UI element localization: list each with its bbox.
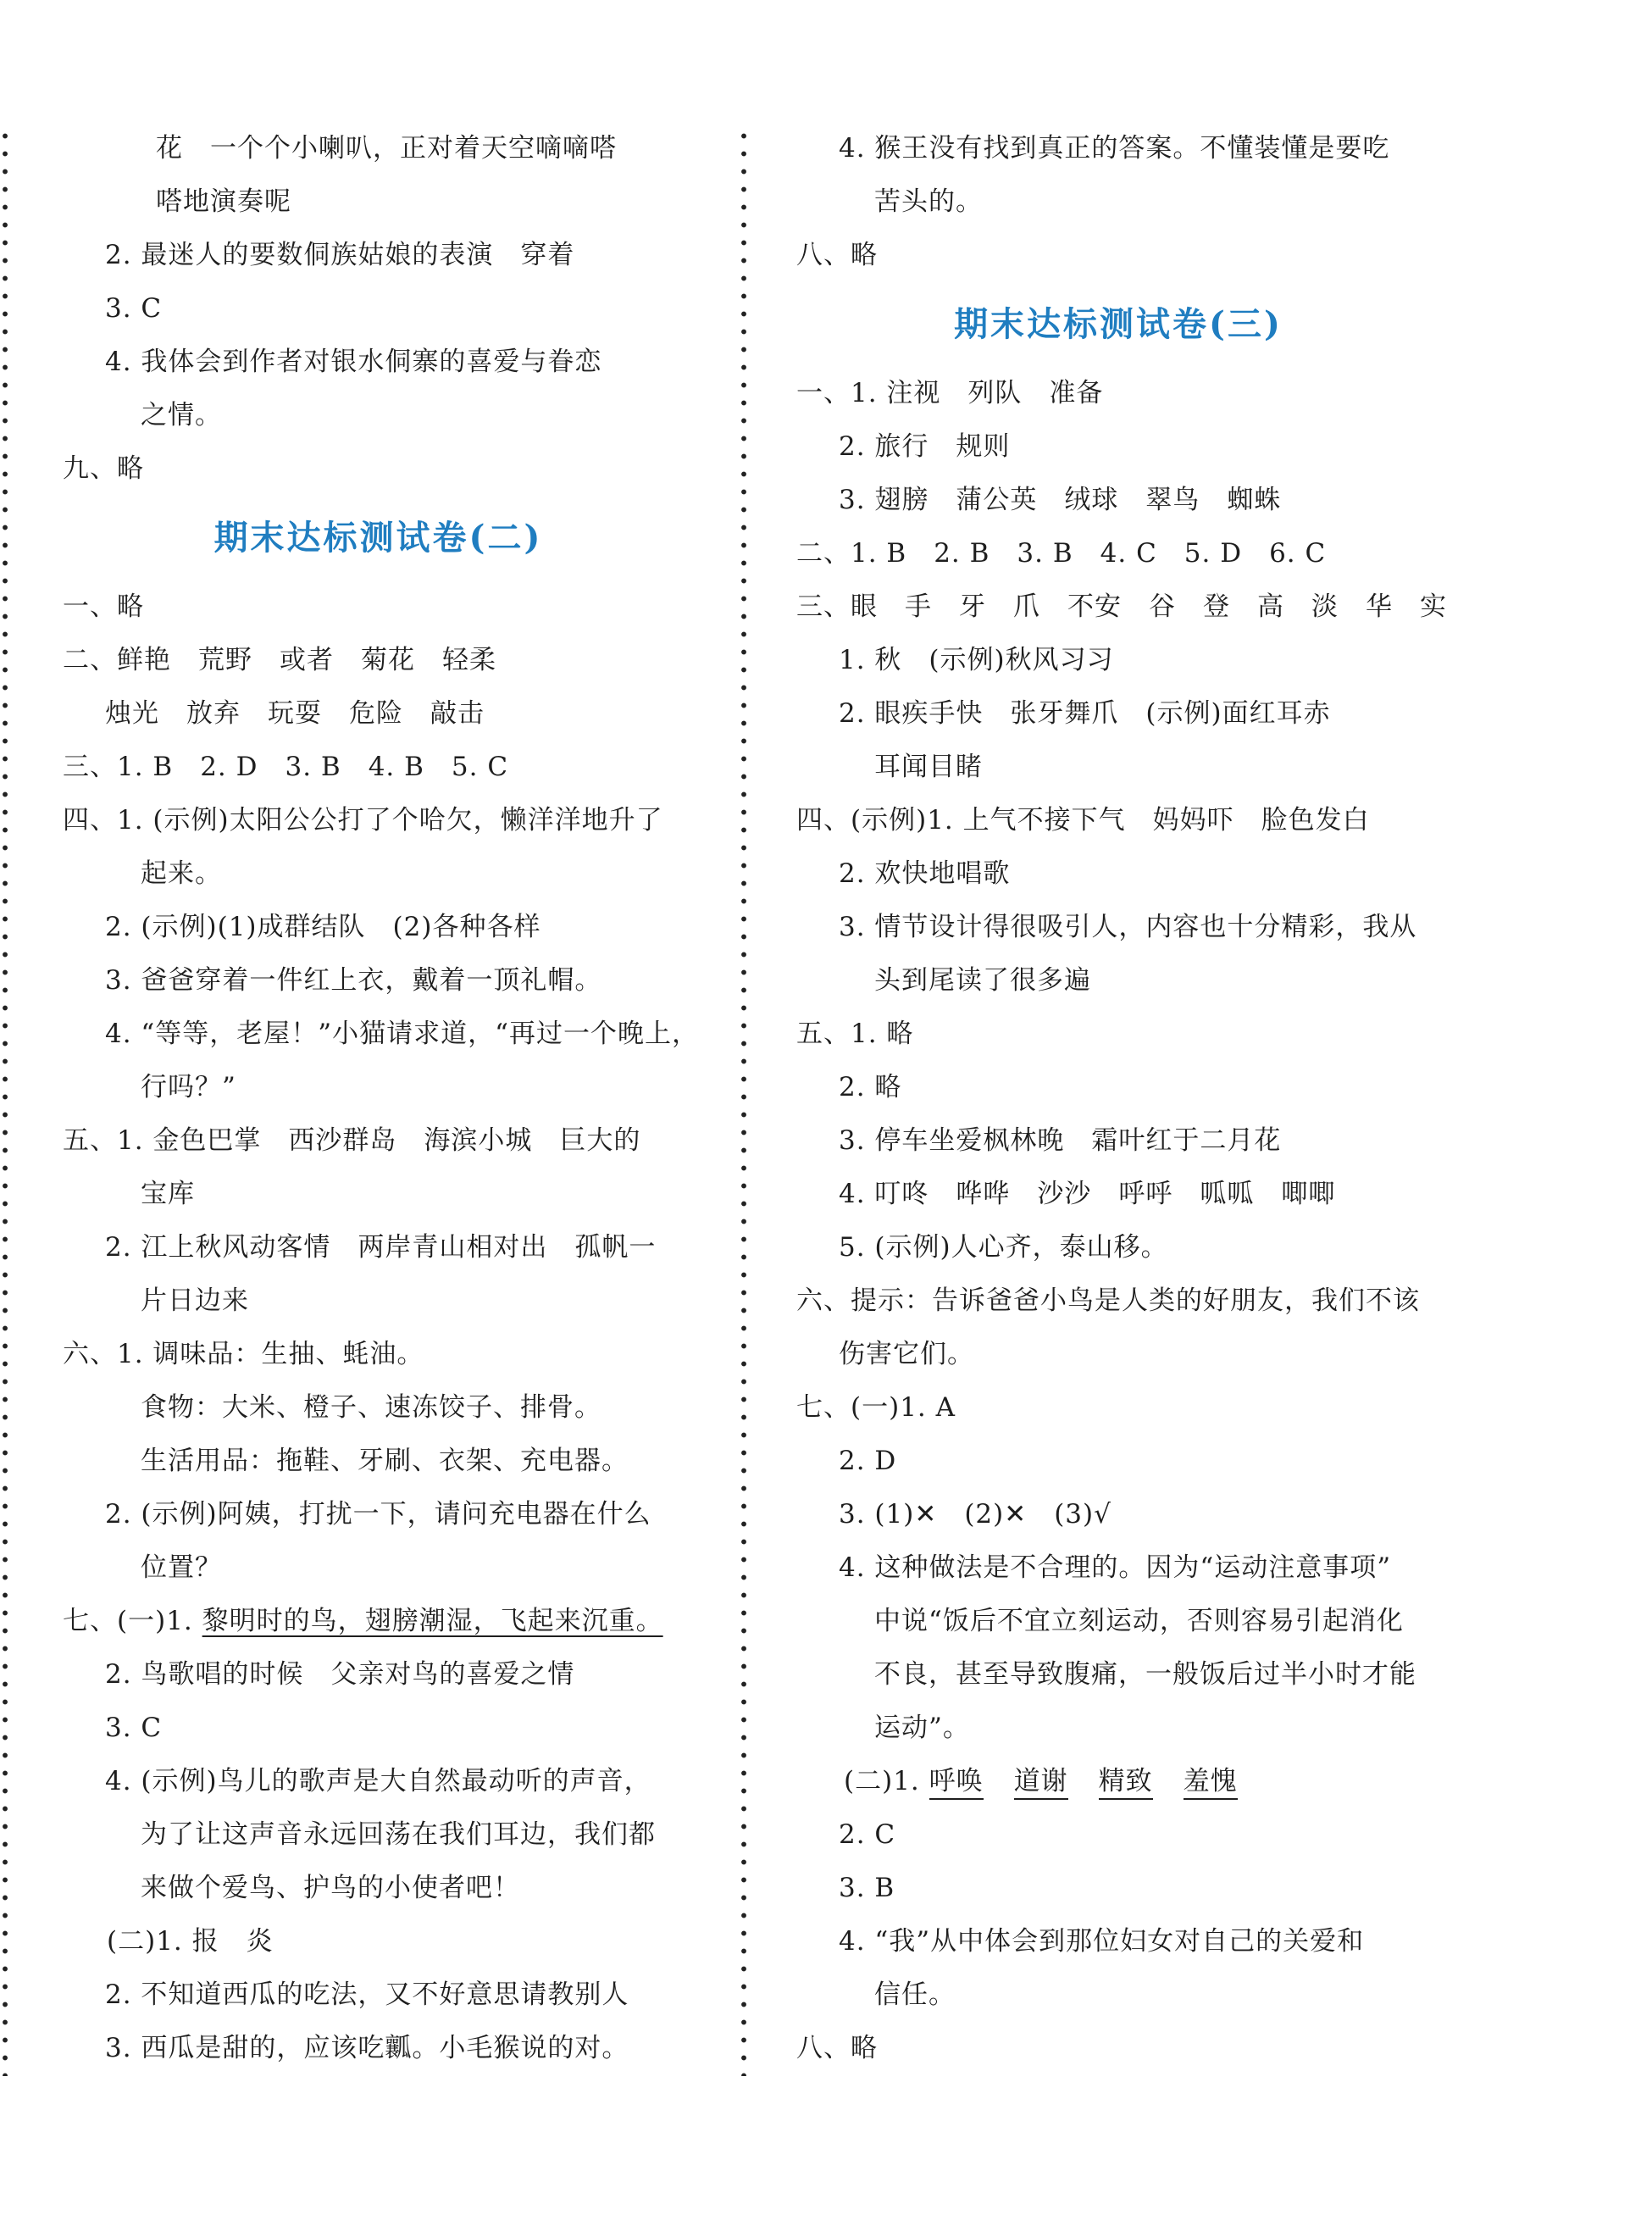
answer-line: 耳闻目睹: [874, 752, 983, 782]
answer-line: 3. 西瓜是甜的，应该吃瓤。小毛猴说的对。: [105, 2033, 629, 2063]
answer-line: 五、1. 金色巴掌 西沙群岛 海滨小城 巨大的: [63, 1125, 641, 1156]
answer-line: 三、眼 手 牙 爪 不安 谷 登 高 淡 华 实: [796, 591, 1447, 622]
section-heading: 八、略: [796, 240, 878, 270]
answer-line: 3. B: [839, 1873, 895, 1903]
answer-line: 宝库: [141, 1179, 195, 1209]
answer-line: 花 一个个小喇叭，正对着天空嘀嘀嗒: [156, 133, 617, 164]
answer-line: [63, 1595, 694, 1648]
answer-line: 来做个爱鸟、护鸟的小使者吧！: [141, 1873, 520, 1903]
answer-line: 2. D: [839, 1446, 897, 1476]
underlined-word: 呼唤: [929, 1766, 984, 1800]
answer-line: 2. 旅行 规则: [839, 431, 1011, 462]
answer-line: 2. (示例)(1)成群结队 (2)各种各样: [105, 912, 541, 942]
answer-line: 4. “我”从中体会到那位妇女对自己的关爱和: [839, 1926, 1365, 1957]
answer-line: 不良，甚至导致腹痛，一般饭后过半小时才能: [874, 1659, 1416, 1690]
answer-line: 六、1. 调味品：生抽、蚝油。: [63, 1339, 424, 1369]
underlined-word: 羞愧: [1184, 1766, 1238, 1800]
answer-line: 生活用品：拖鞋、牙刷、衣架、充电器。: [141, 1446, 629, 1476]
answer-line: 2. 江上秋风动客情 两岸青山相对出 孤帆一: [105, 1232, 657, 1263]
answer-line: 二、鲜艳 荒野 或者 菊花 轻柔: [63, 645, 496, 675]
answer-line: 起来。: [141, 858, 222, 889]
column-divider-dots: [740, 127, 747, 2076]
answer-prefix: 七、(一)1.: [63, 1606, 202, 1636]
section-heading: 九、略: [63, 453, 144, 484]
answer-line: 苦头的。: [874, 186, 983, 217]
answer-line: [796, 1755, 1440, 1808]
answer-line: 伤害它们。: [839, 1339, 974, 1369]
answer-line: 二、1. B 2. B 3. B 4. C 5. D 6. C: [796, 538, 1327, 569]
answer-line: 4. (示例)鸟儿的歌声是大自然最动听的声音，: [105, 1766, 651, 1796]
answer-line: 3. C: [105, 293, 163, 324]
answer-line: 七、(一)1. A: [796, 1392, 956, 1423]
answer-line: 3. (1)✕ (2)✕ (3)√: [839, 1499, 1111, 1530]
left-column: [63, 122, 699, 2075]
right-column: [796, 122, 1447, 2075]
answer-line: 4. 这种做法是不合理的。因为“运动注意事项”: [839, 1552, 1392, 1583]
answer-line: 片日边来: [141, 1285, 249, 1316]
answer-line: 四、1. (示例)太阳公公打了个哈欠，懒洋洋地升了: [63, 805, 663, 836]
underlined-word: 道谢: [1014, 1766, 1068, 1800]
answer-line: 2. 鸟歌唱的时候 父亲对鸟的喜爱之情: [105, 1659, 575, 1690]
answer-line: 5. (示例)人心齐，泰山移。: [839, 1232, 1168, 1263]
answer-line: 一、1. 注视 列队 准备: [796, 378, 1104, 408]
answer-line: 位置？: [141, 1552, 222, 1583]
section-heading: 一、略: [63, 591, 144, 622]
answer-line: 4. 我体会到作者对银水侗寨的喜爱与眷恋: [105, 347, 602, 377]
test-title: 期末达标测试卷(二): [213, 518, 543, 558]
answer-line: 嗒地演奏呢: [156, 186, 291, 217]
answer-line: 2. 最迷人的要数侗族姑娘的表演 穿着: [105, 240, 575, 270]
answer-line: 食物：大米、橙子、速冻饺子、排骨。: [141, 1392, 601, 1423]
underlined-word: 精致: [1099, 1766, 1153, 1800]
answer-line: 为了让这声音永远回荡在我们耳边，我们都: [141, 1819, 656, 1850]
answer-prefix: (二)1.: [844, 1766, 929, 1796]
answer-line: 六、提示：告诉爸爸小鸟是人类的好朋友，我们不该: [796, 1285, 1420, 1316]
answer-line: 三、1. B 2. D 3. B 4. B 5. C: [63, 752, 509, 782]
answer-line: 2. 略: [839, 1072, 902, 1102]
answer-line: 4. 叮咚 哗哗 沙沙 呼呼 呱呱 唧唧: [839, 1179, 1336, 1209]
answer-line: 行吗？”: [141, 1072, 236, 1102]
answer-line: 2. (示例)阿姨，打扰一下，请问充电器在什么: [105, 1499, 651, 1530]
answer-line: 烛光 放弃 玩耍 危险 敲击: [105, 698, 485, 729]
answer-line: 3. C: [105, 1713, 163, 1743]
answer-line: 2. C: [839, 1819, 896, 1850]
answer-line: 中说“饭后不宜立刻运动，否则容易引起消化: [874, 1606, 1404, 1636]
answer-line: 4. 猴王没有找到真正的答案。不懂装懂是要吃: [839, 133, 1390, 164]
answer-line: 3. 爸爸穿着一件红上衣，戴着一顶礼帽。: [105, 965, 602, 996]
answer-line: (二)1. 报 炎: [107, 1926, 274, 1957]
answer-line: 四、(示例)1. 上气不接下气 妈妈吓 脸色发白: [796, 805, 1370, 836]
answer-line: 2. 欢快地唱歌: [839, 858, 1011, 889]
answer-line: 运动”。: [874, 1713, 970, 1743]
answer-line: 五、1. 略: [796, 1019, 914, 1049]
answer-line: 2. 眼疾手快 张牙舞爪 (示例)面红耳赤: [839, 698, 1331, 729]
test-title: 期末达标测试卷(三): [954, 304, 1283, 344]
answer-line: 之情。: [141, 400, 222, 430]
answer-line: 头到尾读了很多遍: [874, 965, 1091, 996]
answer-line: 3. 情节设计得很吸引人，内容也十分精彩，我从: [839, 912, 1417, 942]
answer-line: 3. 翅膀 蒲公英 绒球 翠鸟 蜘蛛: [839, 485, 1282, 515]
binding-dots-left: [2, 127, 8, 2076]
answer-line: 4. “等等，老屋！”小猫请求道，“再过一个晚上，: [105, 1019, 699, 1049]
answer-line: 信任。: [874, 1979, 956, 2010]
answer-line: 1. 秋 (示例)秋风习习: [839, 645, 1114, 675]
answer-line: 2. 不知道西瓜的吃法，又不好意思请教别人: [105, 1979, 629, 2010]
section-heading: 八、略: [796, 2033, 878, 2063]
answer-line: 3. 停车坐爱枫林晚 霜叶红于二月花: [839, 1125, 1282, 1156]
underlined-answer: 黎明时的鸟，翅膀潮湿，飞起来沉重。: [202, 1606, 663, 1636]
